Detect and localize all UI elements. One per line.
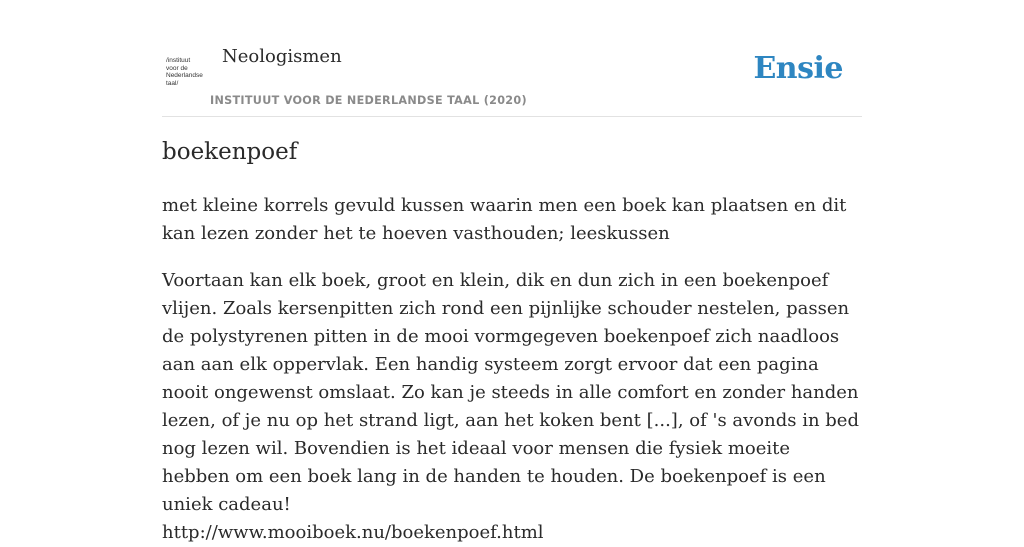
ivdnt-logo: /instituut voor de Nederlandse taal/ [166, 57, 203, 87]
entry-definition: met kleine korrels gevuld kussen waarin men een boek kan plaatsen en dit kan lezen zonder het te hoeven vasthouden; leeskussen [162, 195, 847, 244]
collection-title[interactable]: Neologismen [222, 46, 342, 67]
entry-card [162, 0, 862, 543]
quote-text: Voortaan kan elk boek, groot en klein, dik en dun zich in een boekenpoef vlijen. Zoals kersenpitten zich rond een pijnlijke schouder nestelen, passen de polystyrenen pitten in de mooi vormgegeven boekenpoef zich naadloos aan aan elk oppervlak. Een handig systeem zorgt ervoor dat een pagina nooit ongewenst omslaat. Zo kan je steeds in alle comfort en zonder handen lezen, of je nu op het strand ligt, aan het koken bent [...], of 's avonds in bed nog lezen wil. Bovendien is het ideaal voor mensen die fysiek moeite hebben om een boek lang in de handen te houden. De boekenpoef is een uniek cadeau! [162, 270, 859, 515]
card-header [162, 0, 862, 117]
ensie-logo-link[interactable]: Ensie [753, 51, 843, 86]
source-label: INSTITUUT VOOR DE NEDERLANDSE TAAL (2020) [210, 94, 527, 107]
quote-source-link[interactable]: http://www.mooiboek.nu/boekenpoef.html [162, 522, 544, 543]
entry-term: boekenpoef [162, 139, 298, 165]
entry-quote [162, 267, 862, 547]
